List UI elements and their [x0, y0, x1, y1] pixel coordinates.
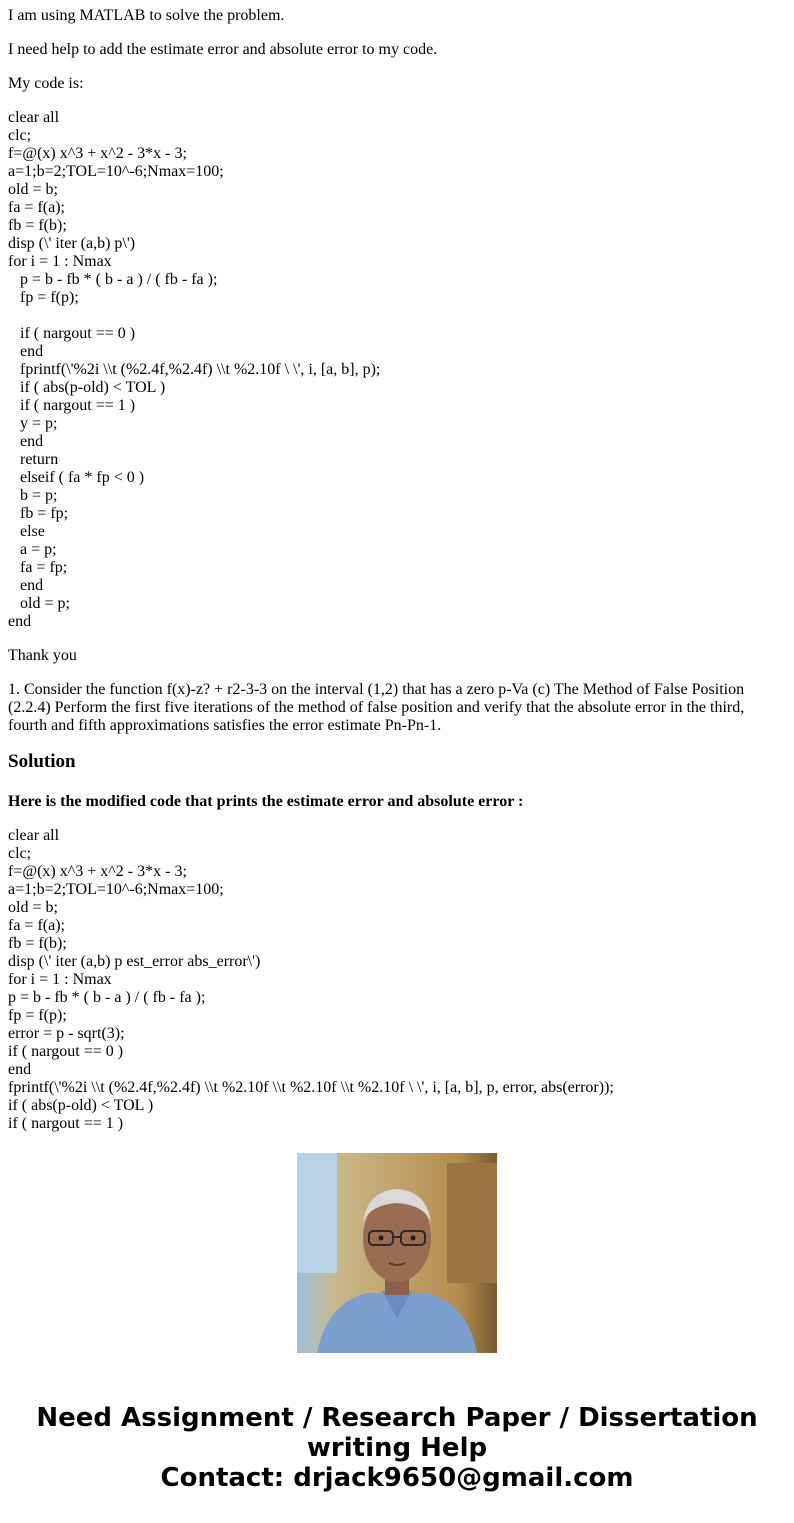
code-line: if ( nargout == 0 ): [8, 1043, 124, 1060]
code-line: end: [8, 1061, 32, 1078]
code-line: if ( nargout == 0 ): [8, 325, 136, 342]
code-line: a = p;: [8, 541, 57, 558]
code-line: old = b;: [8, 899, 58, 916]
code-line: old = p;: [8, 595, 70, 612]
code-line: clear all: [8, 827, 60, 844]
promo-banner: [0, 1403, 794, 1493]
solution-heading: Solution: [8, 751, 76, 772]
code-line: end: [8, 343, 44, 360]
code-line: fb = f(b);: [8, 935, 67, 952]
code-line: disp (\' iter (a,b) p est_error abs_error\'): [8, 953, 261, 970]
code-line: a=1;b=2;TOL=10^-6;Nmax=100;: [8, 163, 224, 180]
code-line: for i = 1 : Nmax: [8, 971, 112, 988]
code-line: fa = f(a);: [8, 199, 65, 216]
code-line: y = p;: [8, 415, 58, 432]
promo-line-2: writing Help: [306, 1433, 488, 1463]
code-line: fa = fp;: [8, 559, 68, 576]
code-line: fp = f(p);: [8, 289, 79, 306]
code-line: fb = fp;: [8, 505, 69, 522]
code-line: a=1;b=2;TOL=10^-6;Nmax=100;: [8, 881, 224, 898]
intro-paragraph-1: I am using MATLAB to solve the problem.: [8, 7, 285, 24]
code-line: error = p - sqrt(3);: [8, 1025, 125, 1042]
solution-code-block: [8, 827, 778, 1133]
code-line: old = b;: [8, 181, 58, 198]
portrait-image: [297, 1153, 497, 1353]
code-line: return: [8, 451, 59, 468]
problem-statement: 1. Consider the function f(x)-z? + r2-3-3 on the interval (1,2) that has a zero p-Va (c) The Method of False Position (2.2.4) Perform the first five iterations of the method of false position and verify that the absolute error in the third, fourth and fifth approximations satisfies the error estimate Pn-Pn-1.: [8, 681, 745, 734]
code-line: else: [8, 523, 45, 540]
code-line: for i = 1 : Nmax: [8, 253, 112, 270]
code-line: if ( abs(p-old) < TOL ): [8, 379, 166, 396]
code-line: fprintf(\'%2i \\t (%2.4f,%2.4f) \\t %2.10f \ \', i, [a, b], p);: [8, 361, 381, 378]
code-line: if ( abs(p-old) < TOL ): [8, 1097, 154, 1114]
code-line: end: [8, 433, 44, 450]
code-line: fb = f(b);: [8, 217, 67, 234]
code-line: disp (\' iter (a,b) p\'): [8, 235, 136, 252]
code-line: clear all: [8, 109, 60, 126]
solution-note: Here is the modified code that prints the estimate error and absolute error :: [8, 793, 524, 810]
code-line: p = b - fb * ( b - a ) / ( fb - fa );: [8, 271, 218, 288]
code-line: end: [8, 577, 44, 594]
code-line: f=@(x) x^3 + x^2 - 3*x - 3;: [8, 863, 187, 880]
author-avatar: [297, 1153, 497, 1353]
intro-paragraph-3: My code is:: [8, 75, 84, 92]
code-line: end: [8, 613, 32, 630]
code-line: if ( nargout == 1 ): [8, 1115, 124, 1132]
code-line: fprintf(\'%2i \\t (%2.4f,%2.4f) \\t %2.10f \\t %2.10f \\t %2.10f \ \', i, [a, b], p, error, abs(error));: [8, 1079, 614, 1096]
intro-paragraph-2: I need help to add the estimate error and absolute error to my code.: [8, 41, 438, 58]
code-line: fa = f(a);: [8, 917, 65, 934]
code-line: [8, 307, 778, 325]
promo-line-1: Need Assignment / Research Paper / Dissertation: [36, 1403, 758, 1433]
code-line: if ( nargout == 1 ): [8, 397, 136, 414]
code-line: b = p;: [8, 487, 58, 504]
code-line: f=@(x) x^3 + x^2 - 3*x - 3;: [8, 145, 187, 162]
promo-line-3: Contact: drjack9650@gmail.com: [160, 1463, 634, 1493]
document-content: [8, 7, 778, 1132]
thanks-text: Thank you: [8, 647, 77, 664]
code-line: clc;: [8, 127, 32, 144]
code-line: clc;: [8, 845, 32, 862]
question-code-block: [8, 109, 778, 631]
code-line: p = b - fb * ( b - a ) / ( fb - fa );: [8, 989, 206, 1006]
code-line: fp = f(p);: [8, 1007, 67, 1024]
code-line: elseif ( fa * fp < 0 ): [8, 469, 145, 486]
